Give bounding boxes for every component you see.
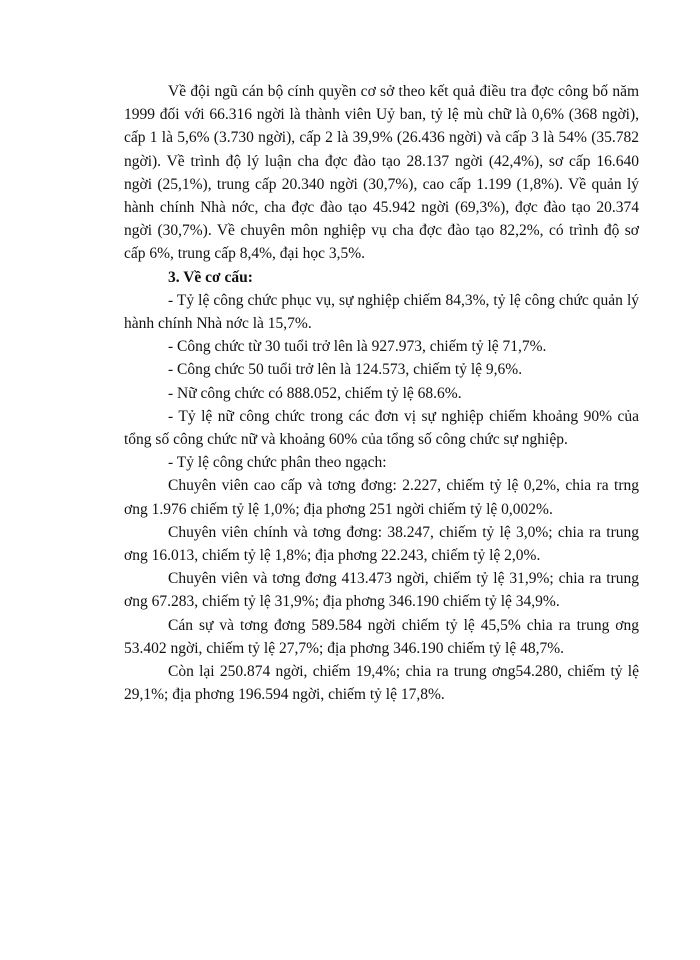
bullet-age-30: - Công chức từ 30 tuổi trở lên là 927.973, chiếm tỷ lệ 71,7%. [168, 338, 547, 356]
bullet-service-ratio: - Tỷ lệ công chức phục vụ, sự nghiệp chiếm 84,3%, tỷ lệ công chức quản lý hành chính Nhà nớc là 15,7%. [124, 291, 639, 333]
bullet-female-sectors: - Tỷ lệ nữ công chức trong các đơn vị sự nghiệp chiếm khoảng 90% của tổng số công chức nữ và khoảng 60% của tổng số công chức sự nghiệp. [124, 407, 639, 449]
document-body [124, 80, 639, 706]
paragraph-principal-specialist: Chuyên viên chính và tơng đơng: 38.247, chiếm tỷ lệ 3,0%; chia ra trung ơng 16.013, chiếm tỷ lệ 1,8%; địa phơng 22.243, chiếm tỷ lệ 2,0%. [124, 523, 639, 565]
paragraph-senior-specialist: Chuyên viên cao cấp và tơng đơng: 2.227, chiếm tỷ lệ 0,2%, chia ra trng ơng 1.976 chiếm tỷ lệ 1,0%; địa phơng 251 ngời chiếm tỷ lệ 0,002%. [124, 477, 639, 518]
bullet-female: - Nữ công chức có 888.052, chiếm tỷ lệ 68.6%. [168, 384, 462, 402]
paragraph-clerk: Cán sự và tơng đơng 589.584 ngời chiếm tỷ lệ 45,5% chia ra trung ơng 53.402 ngời, chiếm tỷ lệ 27,7%; địa phơng 346.190 chiếm tỷ lệ 48,7%. [124, 616, 639, 657]
paragraph-local-officials: Về đội ngũ cán bộ cính quyền cơ sở theo kết quả điều tra đợc công bố năm 1999 đối với 66.316 ngời là thành viên Uỷ ban, tỷ lệ mù chữ là 0,6% (368 ngời), cấp 1 là 5,6% (3.730 ngời), cấp 2 là 39,9% (26.436 ngời) và cấp 3 là 54% (35.782 ngời). Về trình độ lý luận cha đợc đào tạo 28.137 ngời (42,4%), sơ cấp 16.640 ngời (25,1%), trung cấp 20.340 ngời (30,7%), cao cấp 1.199 (1,8%). Về quản lý hành chính Nhà nớc, cha đợc đào tạo 45.942 ngời (69,3%), đợc đào tạo 20.374 ngời (30,7%). Về chuyên môn nghiệp vụ cha đợc đào tạo 82,2%, có trình độ sơ cấp 6%, trung cấp 8,4%, đại học 3,5%. [124, 83, 639, 263]
bullet-by-rank: - Tỷ lệ công chức phân theo ngạch: [168, 454, 387, 472]
paragraph-remaining: Còn lại 250.874 ngời, chiếm 19,4%; chia ra trung ơng54.280, chiếm tỷ lệ 29,1%; địa phơng 196.594 ngời, chiếm tỷ lệ 17,8%. [124, 663, 639, 704]
paragraph-specialist: Chuyên viên và tơng đơng 413.473 ngời, chiếm tỷ lệ 31,9%; chia ra trung ơng 67.283, chiếm tỷ lệ 31,9%; địa phơng 346.190 chiếm tỷ lệ 34,9%. [124, 570, 639, 611]
bullet-age-50: - Công chức 50 tuổi trở lên là 124.573, chiếm tỷ lệ 9,6%. [168, 361, 523, 379]
section-heading-structure: 3. Về cơ cấu: [168, 268, 253, 286]
